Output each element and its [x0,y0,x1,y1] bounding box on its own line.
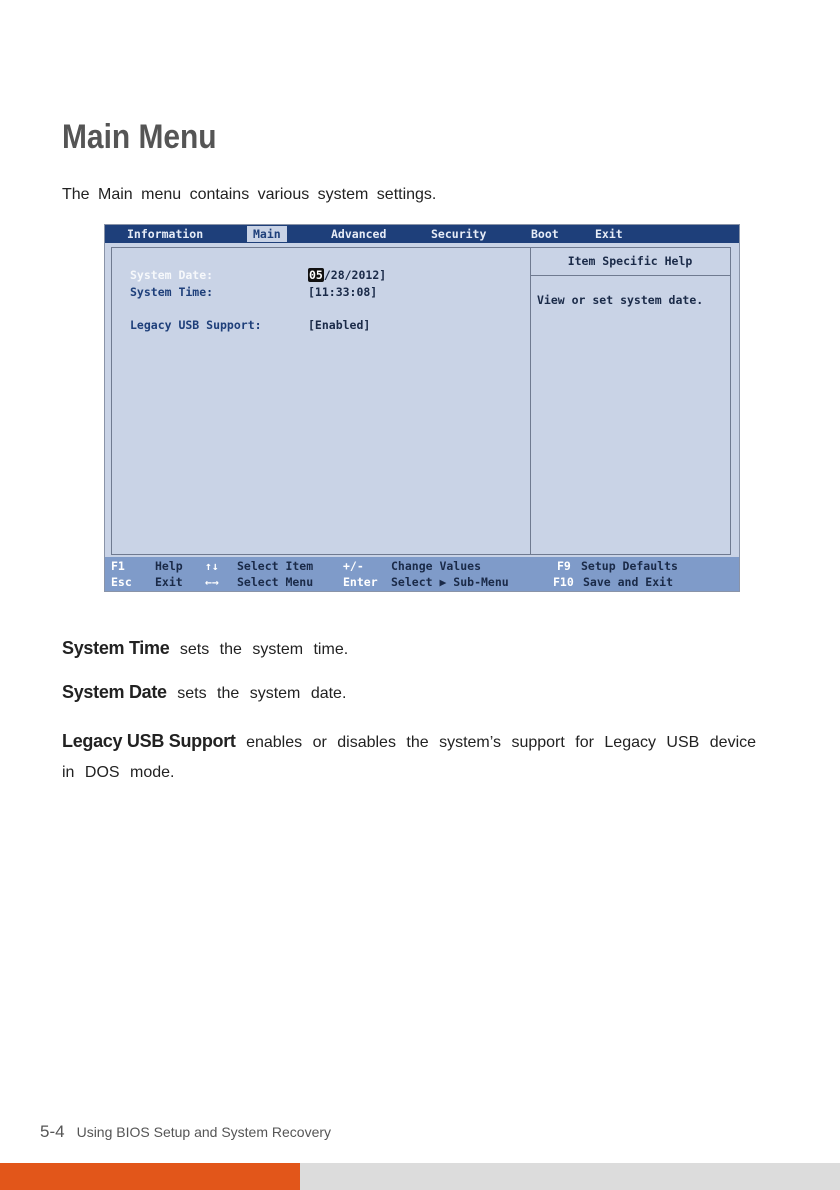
legacy-usb-label[interactable]: Legacy USB Support: [130,318,262,332]
system-date-desc [62,682,346,703]
tab-information[interactable]: Information [127,227,204,241]
bios-main-panel [111,247,731,555]
legacy-usb-text: enables or disables the system’s support for Legacy USB device in DOS mode. [62,734,757,781]
system-time-label[interactable]: System Time: [130,285,214,299]
chapter-title: Using BIOS Setup and System Recovery [76,1124,332,1140]
help-rule [531,275,730,276]
key-f10-label: Save and Exit [583,575,674,589]
key-f10: F10 [553,575,574,589]
page-title: Main Menu [62,118,217,156]
key-enter: Enter [343,575,378,589]
tab-boot[interactable]: Boot [531,227,559,241]
legacy-usb-value[interactable]: [Enabled] [308,318,371,332]
key-f1: F1 [111,559,125,573]
tab-exit[interactable]: Exit [595,227,623,241]
key-f1-label: Help [155,559,183,573]
bios-tab-bar [105,225,739,243]
system-time-value[interactable]: [11:33:08] [308,285,378,299]
key-enter-label: Select ▶ Sub-Menu [391,575,509,589]
bios-screenshot [104,224,740,592]
tab-main[interactable]: Main [247,226,287,242]
legacy-usb-term: Legacy USB Support [62,731,236,751]
key-plusminus: +/- [343,559,364,573]
help-title: Item Specific Help [567,254,693,268]
key-esc: Esc [111,575,132,589]
key-f9: F9 [557,559,571,573]
key-leftright-label: Select Menu [237,575,314,589]
key-updown-label: Select Item [237,559,314,573]
system-time-text: sets the system time. [179,641,349,658]
bios-key-legend [105,557,739,591]
footer-accent-bar [0,1163,300,1190]
tab-advanced[interactable]: Advanced [331,227,387,241]
legacy-usb-desc [62,726,776,788]
system-date-label[interactable]: System Date: [130,268,214,282]
system-date-rest: /28/2012] [323,268,387,282]
footer-gray-bar [300,1163,840,1190]
help-divider [530,248,531,554]
key-f9-label: Setup Defaults [581,559,678,573]
key-plusminus-label: Change Values [391,559,482,573]
system-date-term: System Date [62,682,167,702]
intro-text: The Main menu contains various system settings. [62,186,437,203]
system-time-term: System Time [62,638,170,658]
system-date-value[interactable] [308,268,386,282]
help-text: View or set system date. [537,293,704,307]
system-date-text: sets the system date. [177,685,347,702]
page-number: 5-4 [40,1122,65,1141]
key-esc-label: Exit [155,575,183,589]
page-footer [40,1122,331,1142]
date-cursor[interactable]: 05 [309,268,323,282]
key-leftright: ←→ [205,575,219,589]
system-time-desc [62,638,348,659]
key-updown: ↑↓ [205,559,219,573]
tab-security[interactable]: Security [431,227,487,241]
